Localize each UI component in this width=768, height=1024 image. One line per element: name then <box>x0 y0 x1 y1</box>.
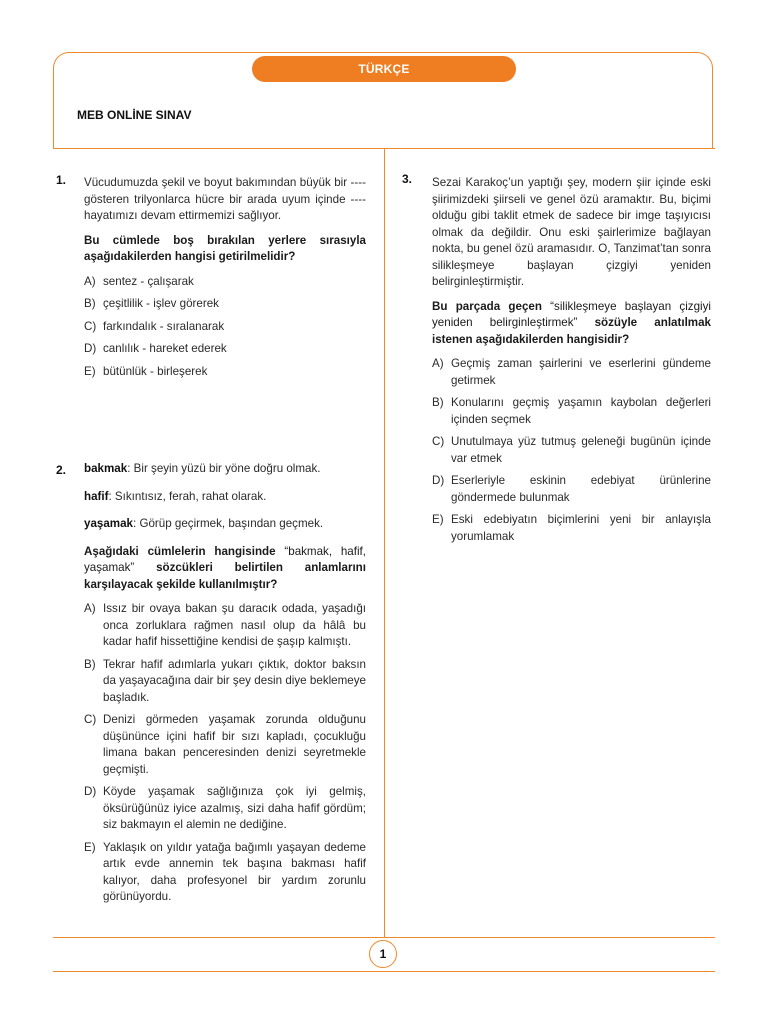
option-letter: B) <box>84 297 96 310</box>
option-letter: C) <box>84 319 97 333</box>
prompt-part: sözcükleri belirtilen anlamlarını karşılayacak şekilde kullanılmıştır? <box>84 561 366 591</box>
question-3-option-a[interactable] <box>432 356 711 389</box>
option-letter: A) <box>432 357 444 370</box>
option-letter: A) <box>84 602 96 615</box>
subject-badge: TÜRKÇE <box>252 56 516 82</box>
option-text: Denizi görmeden yaşamak zorunda olduğunu düşününce içini hafif bir sızı kapladı, çocukluğu limana bakan penceresinden denizi seyretmekle geçmişti. <box>103 713 366 776</box>
prompt-part: Bu parçada geçen <box>432 299 542 313</box>
question-3-option-e[interactable] <box>432 512 711 545</box>
exam-title: MEB ONLİNE SINAV <box>77 108 192 122</box>
question-1-option-a[interactable] <box>84 274 366 291</box>
question-3-option-c[interactable] <box>432 434 711 467</box>
option-text: bütünlük - birleşerek <box>103 364 208 378</box>
question-3 <box>432 175 711 551</box>
definition-text: : Bir şeyin yüzü bir yöne doğru olmak. <box>127 462 321 475</box>
option-text: Konularını geçmiş yaşamın kaybolan değerleri içinden seçmek <box>451 396 711 426</box>
definition-term: bakmak <box>84 462 128 475</box>
question-2-option-a[interactable] <box>84 601 366 651</box>
question-1-option-c[interactable] <box>84 319 366 336</box>
option-text: canlılık - hareket ederek <box>103 342 227 355</box>
footer-rule-top <box>53 937 715 938</box>
prompt-part: sözüyle anlatılmak istenen aşağıdakilerden hangisidir? <box>432 316 711 346</box>
option-text: Eserleriyle eskinin edebiyat ürünlerine göndermede bulunmak <box>451 474 711 504</box>
option-letter: E) <box>432 513 444 526</box>
option-text: Köyde yaşamak sağlığınıza çok iyi gelmiş, öksürüğünüz iyice azalmış, sizi daha hafif gördüm; siz bakmayın el alemin ne dediğine. <box>103 785 366 831</box>
definition-yasamak <box>84 516 366 533</box>
option-text: Geçmiş zaman şairlerini ve eserlerini gündeme getirmek <box>451 357 711 387</box>
option-text: farkındalık - sıralanarak <box>103 319 225 333</box>
column-divider <box>384 148 385 938</box>
question-1-option-d[interactable] <box>84 341 366 358</box>
option-text: çeşitlilik - işlev görerek <box>103 297 219 310</box>
option-letter: A) <box>84 274 96 288</box>
definition-bakmak <box>84 461 366 478</box>
option-text: Tekrar hafif adımlarla yukarı çıktık, doktor baksın da yaşayacağına dair bir şey desin diye beklemeye başladık. <box>103 657 366 704</box>
definition-text: : Sıkıntısız, ferah, rahat olarak. <box>108 489 267 503</box>
question-3-prompt <box>432 299 711 349</box>
option-text: Yaklaşık on yıldır yatağa bağımlı yaşayan dedeme artık evde annemin tek başına bakması hafif kalıyor, daha profesyonel bir yardım zorunlu görünüyordu. <box>103 840 366 903</box>
option-text: sentez - çalışarak <box>103 274 194 288</box>
definition-term: hafif <box>84 489 109 503</box>
option-letter: D) <box>432 474 445 487</box>
question-1-number: 1. <box>56 173 67 187</box>
question-1-stem: Vücudumuzda şekil ve boyut bakımından büyük bir ---- gösteren trilyonlarca hücre bir arada uyum içinde ---- hayatımızı devam ettirmemizi sağlıyor. <box>84 176 366 222</box>
question-2-option-d[interactable] <box>84 784 366 834</box>
question-3-number: 3. <box>402 172 413 186</box>
page-number: 1 <box>369 940 397 968</box>
question-3-option-d[interactable] <box>432 473 711 506</box>
option-letter: D) <box>84 785 97 798</box>
option-letter: E) <box>84 364 96 378</box>
question-1-option-e[interactable] <box>84 364 366 381</box>
option-text: Unutulmaya yüz tutmuş geleneği bugünün içinde var etmek <box>451 435 711 465</box>
option-letter: E) <box>84 840 96 854</box>
prompt-quote: “silikleşmeye başlayan çizgiyi yeniden belirginleştirmek” <box>432 299 711 329</box>
question-1-option-b[interactable] <box>84 296 366 313</box>
question-2-option-b[interactable] <box>84 657 366 707</box>
question-2 <box>84 461 366 912</box>
question-2-option-e[interactable] <box>84 840 366 906</box>
prompt-quote: “bakmak, hafif, yaşamak” <box>84 544 366 574</box>
question-2-prompt <box>84 544 366 594</box>
option-letter: C) <box>432 435 445 448</box>
question-2-option-c[interactable] <box>84 712 366 778</box>
question-1-prompt: Bu cümlede boş bırakılan yerlere sırasıyla aşağıdakilerden hangisi getirilmelidir? <box>84 233 366 263</box>
question-3-stem: Sezai Karakoç’un yaptığı şey, modern şiir içinde eski şiirimizdeki şiirseli ve genel özü aramaktır. Bu, biçimi olduğu gibi taklit etmek de sadece bir imge taşıyıcısı olmak da değildir. Onu eski şairlerimize bağlayan nokta, bu genel özü aramasıdır. O, Tanzimat’tan sonra silikleşmeye başlayan çizgiyi yeniden belirginleştirmiştir. <box>432 176 711 288</box>
definition-hafif <box>84 489 366 506</box>
question-3-option-b[interactable] <box>432 395 711 428</box>
option-letter: D) <box>84 342 97 355</box>
option-text: Issız bir ovaya bakan şu daracık odada, yaşadığı onca zorluklara rağmen nasıl olup da hâlâ bu kadar hafif hissettiğine kendisi de şaşıp kalmıştı. <box>103 602 366 648</box>
definition-term: yaşamak <box>84 517 133 530</box>
footer-rule-bottom <box>53 971 715 972</box>
question-1 <box>84 175 366 386</box>
prompt-part: Aşağıdaki cümlelerin hangisinde <box>84 544 276 558</box>
question-2-number: 2. <box>56 463 67 477</box>
option-text: Eski edebiyatın biçimlerini yeni bir anlayışla yorumlamak <box>451 513 711 543</box>
definition-text: : Görüp geçirmek, başından geçmek. <box>133 517 324 530</box>
option-letter: B) <box>432 396 444 409</box>
option-letter: C) <box>84 713 97 726</box>
option-letter: B) <box>84 657 96 671</box>
